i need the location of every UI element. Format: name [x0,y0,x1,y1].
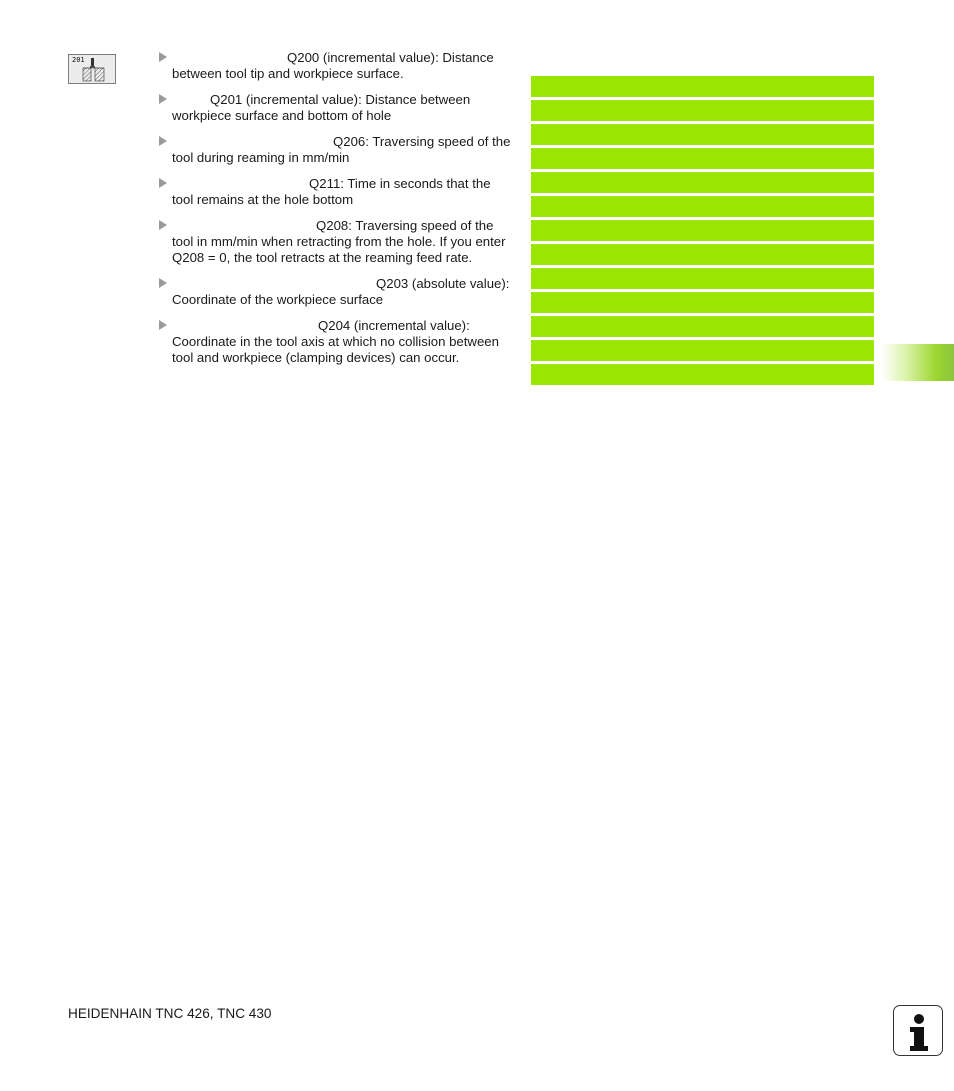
green-value-bar [531,244,874,265]
triangle-bullet-icon [159,94,167,104]
parameter-item [159,176,511,208]
parameter-description: Q201 (incremental value): Distance between workpiece surface and bottom of hole [172,92,471,123]
triangle-bullet-icon [159,320,167,330]
cycle-number: 201 [72,56,85,64]
green-value-bar [531,364,874,385]
green-value-bar [531,148,874,169]
green-value-bar [531,292,874,313]
input-value-column [531,76,874,388]
triangle-bullet-icon [159,178,167,188]
triangle-bullet-icon [159,278,167,288]
green-value-bar [531,220,874,241]
chapter-tab [882,344,954,381]
reaming-cycle-icon [68,54,116,84]
parameter-description: Q200 (incremental value): Distance between tool tip and workpiece surface. [172,50,494,81]
info-icon [893,1005,943,1056]
triangle-bullet-icon [159,136,167,146]
parameter-description: Q206: Traversing speed of the tool during reaming in mm/min [172,134,511,165]
green-value-bar [531,124,874,145]
green-value-bar [531,76,874,97]
parameter-description: Q204 (incremental value): Coordinate in the tool axis at which no collision between tool and workpiece (clamping devices) can occur. [172,318,499,365]
green-value-bar [531,172,874,193]
parameter-description: Q211: Time in seconds that the tool remains at the hole bottom [172,176,491,207]
parameter-item [159,218,511,266]
green-value-bar [531,340,874,361]
parameter-item [159,134,511,166]
green-value-bar [531,196,874,217]
parameter-list [159,50,511,376]
green-value-bar [531,316,874,337]
parameter-description: Q203 (absolute value): Coordinate of the workpiece surface [172,276,510,307]
parameter-item [159,318,511,366]
parameter-description: Q208: Traversing speed of the tool in mm/min when retracting from the hole. If you enter Q208 = 0, the tool retracts at the reaming feed rate. [172,218,506,265]
triangle-bullet-icon [159,52,167,62]
triangle-bullet-icon [159,220,167,230]
parameter-item [159,50,511,82]
reaming-tool-icon [69,55,117,85]
footer-product-name: HEIDENHAIN TNC 426, TNC 430 [68,1006,272,1021]
green-value-bar [531,100,874,121]
green-value-bar [531,268,874,289]
parameter-item [159,92,511,124]
parameter-item [159,276,511,308]
